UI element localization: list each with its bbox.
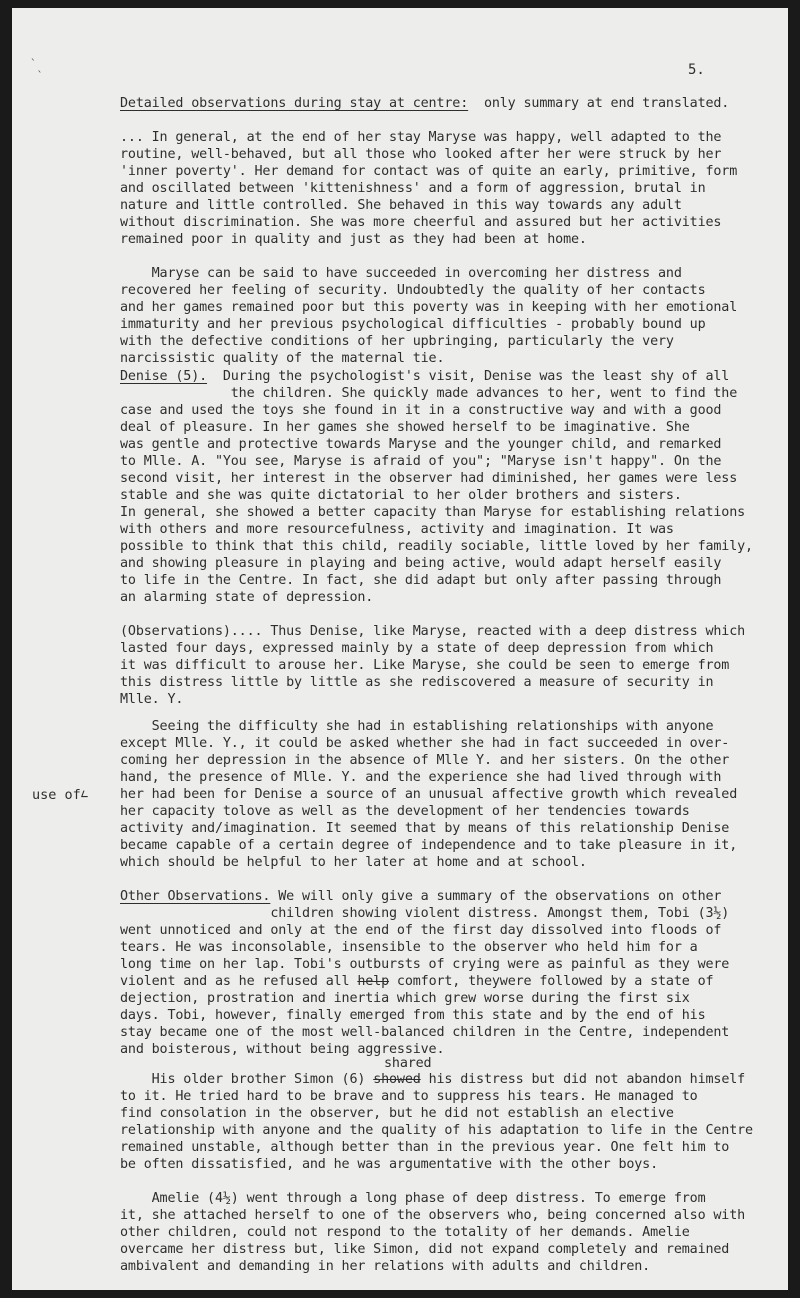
text-line: Mlle. Y. <box>120 692 184 707</box>
text-line: be often dissatisfied, and he was argumentative with the other boys. <box>120 1157 659 1172</box>
margin-note-text: use of <box>32 787 81 803</box>
text-line: deal of pleasure. In her games she showed herself to be imaginative. She <box>120 420 690 435</box>
text-run: violent and as he refused all <box>120 974 358 989</box>
text-line: recovered her feeling of security. Undoubtedly the quality of her contacts <box>120 283 706 298</box>
other-heading-line <box>120 889 721 904</box>
text-line: an alarming state of depression. <box>120 590 374 605</box>
text-line: Seeing the difficulty she had in establishing relationships with anyone <box>120 719 714 734</box>
section-note: only summary at end translated. <box>468 96 730 111</box>
denise-heading: Denise (5). <box>120 369 208 384</box>
denise-heading-line <box>120 369 729 384</box>
text-line: this distress little by little as she rediscovered a measure of security in <box>120 675 714 690</box>
text-line: routine, well-behaved, but all those who looked after her were struck by her <box>120 147 722 162</box>
text-line: it was difficult to arouse her. Like Maryse, she could be seen to emerge from <box>120 658 730 673</box>
text-line <box>120 974 713 989</box>
text-line: dejection, prostration and inertia which grew worse during the first six <box>120 991 690 1006</box>
text-line: ... In general, at the end of her stay Maryse was happy, well adapted to the <box>120 130 722 145</box>
text-line: In general, she showed a better capacity than Maryse for establishing relations <box>120 505 746 520</box>
text-line: activity and/imagination. It seemed that by means of this relationship Denise <box>120 821 730 836</box>
text-line: was gentle and protective towards Maryse and the younger child, and remarked <box>120 437 722 452</box>
struck-word: help <box>357 974 390 989</box>
margin-marks: ` ` <box>30 57 44 82</box>
text-line: with others and more resourcefulness, activity and imagination. It was <box>120 522 674 537</box>
text-line: overcame her distress but, like Simon, did not expand completely and remained <box>120 1242 730 1257</box>
margin-annotation <box>32 787 92 803</box>
text-line: immaturity and her previous psychological difficulties - probably bound up <box>120 317 706 332</box>
text-line: remained poor in quality and just as they had been at home. <box>120 232 587 247</box>
text-line: children showing violent distress. Amongst them, Tobi (3½) <box>120 906 730 921</box>
text-line: to Mlle. A. "You see, Maryse is afraid of you"; "Maryse isn't happy". On the <box>120 454 722 469</box>
text-line: Maryse can be said to have succeeded in overcoming her distress and <box>120 266 682 281</box>
text-line: possible to think that this child, readily sociable, little loved by her family, <box>120 539 753 554</box>
text-line: case and used the toys she found in it in a constructive way and with a good <box>120 403 722 418</box>
text-line: second visit, her interest in the observer had diminished, her games were less <box>120 471 738 486</box>
text-line: ambivalent and demanding in her relations with adults and children. <box>120 1259 651 1274</box>
text-line: During the psychologist's visit, Denise was the least shy of all <box>207 369 730 384</box>
text-line: 'inner poverty'. Her demand for contact was of quite an early, primitive, form <box>120 164 738 179</box>
text-line: it, she attached herself to one of the observers who, being concerned also with <box>120 1208 746 1223</box>
text-run: His older brother Simon (6) <box>120 1072 374 1087</box>
inserted-word: shared <box>384 1056 432 1071</box>
text-line: stable and she was quite dictatorial to her older brothers and sisters. <box>120 488 682 503</box>
text-line: with the defective conditions of her upbringing, particularly the very <box>120 334 674 349</box>
text-line: to life in the Centre. In fact, she did adapt but only after passing through <box>120 573 722 588</box>
text-run: his distress but did not abandon himself <box>420 1072 746 1087</box>
text-line: narcissistic quality of the maternal tie. <box>120 351 445 366</box>
section-header <box>120 96 729 111</box>
text-line: find consolation in the observer, but he did not establish an elective <box>120 1106 674 1121</box>
document-page <box>12 8 788 1290</box>
caret-mark: ∟ <box>77 787 92 803</box>
text-run: comfort, theywere followed by a state of <box>389 974 714 989</box>
text-line: her had been for Denise a source of an unusual affective growth which revealed <box>120 787 738 802</box>
text-line: became capable of a certain degree of independence and to take pleasure in it, <box>120 838 738 853</box>
text-line <box>120 1072 745 1087</box>
text-line: coming her depression in the absence of Mlle Y. and her sisters. On the other <box>120 753 730 768</box>
other-heading: Other Observations. <box>120 889 271 904</box>
text-line: lasted four days, expressed mainly by a state of deep depression from which <box>120 641 714 656</box>
text-line: her capacity tolove as well as the development of her tendencies towards <box>120 804 690 819</box>
text-line: except Mlle. Y., it could be asked whether she had in fact succeeded in over- <box>120 736 730 751</box>
text-line: which should be helpful to her later at home and at school. <box>120 855 587 870</box>
text-line: remained unstable, although better than in the previous year. One felt him to <box>120 1140 730 1155</box>
text-line: Amelie (4½) went through a long phase of deep distress. To emerge from <box>120 1191 706 1206</box>
text-line: and oscillated between 'kittenishness' and a form of aggression, brutal in <box>120 181 706 196</box>
text-line: long time on her lap. Tobi's outbursts of crying were as painful as they were <box>120 957 730 972</box>
text-line: days. Tobi, however, finally emerged from this state and by the end of his <box>120 1008 706 1023</box>
text-line: and boisterous, without being aggressive. <box>120 1042 445 1057</box>
struck-word: showed <box>373 1072 421 1087</box>
page-number: 5. <box>688 62 705 78</box>
text-line: to it. He tried hard to be brave and to suppress his tears. He managed to <box>120 1089 698 1104</box>
text-line: relationship with anyone and the quality of his adaptation to life in the Centre <box>120 1123 753 1138</box>
text-line: (Observations).... Thus Denise, like Maryse, reacted with a deep distress which <box>120 624 746 639</box>
text-line: stay became one of the most well-balanced children in the Centre, independent <box>120 1025 730 1040</box>
text-line: the children. She quickly made advances to her, went to find the <box>120 386 738 401</box>
text-line: and her games remained poor but this poverty was in keeping with her emotional <box>120 300 738 315</box>
text-line: We will only give a summary of the observations on other <box>270 889 722 904</box>
text-line: without discrimination. She was more cheerful and assured but her activities <box>120 215 722 230</box>
text-line: went unnoticed and only at the end of the first day dissolved into floods of <box>120 923 722 938</box>
text-line: tears. He was inconsolable, insensible to the observer who held him for a <box>120 940 698 955</box>
text-line: other children, could not respond to the totality of her demands. Amelie <box>120 1225 690 1240</box>
text-line: and showing pleasure in playing and being active, would adapt herself easily <box>120 556 722 571</box>
text-line: nature and little controlled. She behaved in this way towards any adult <box>120 198 682 213</box>
text-line: hand, the presence of Mlle. Y. and the experience she had lived through with <box>120 770 722 785</box>
section-title: Detailed observations during stay at centre: <box>120 96 469 111</box>
